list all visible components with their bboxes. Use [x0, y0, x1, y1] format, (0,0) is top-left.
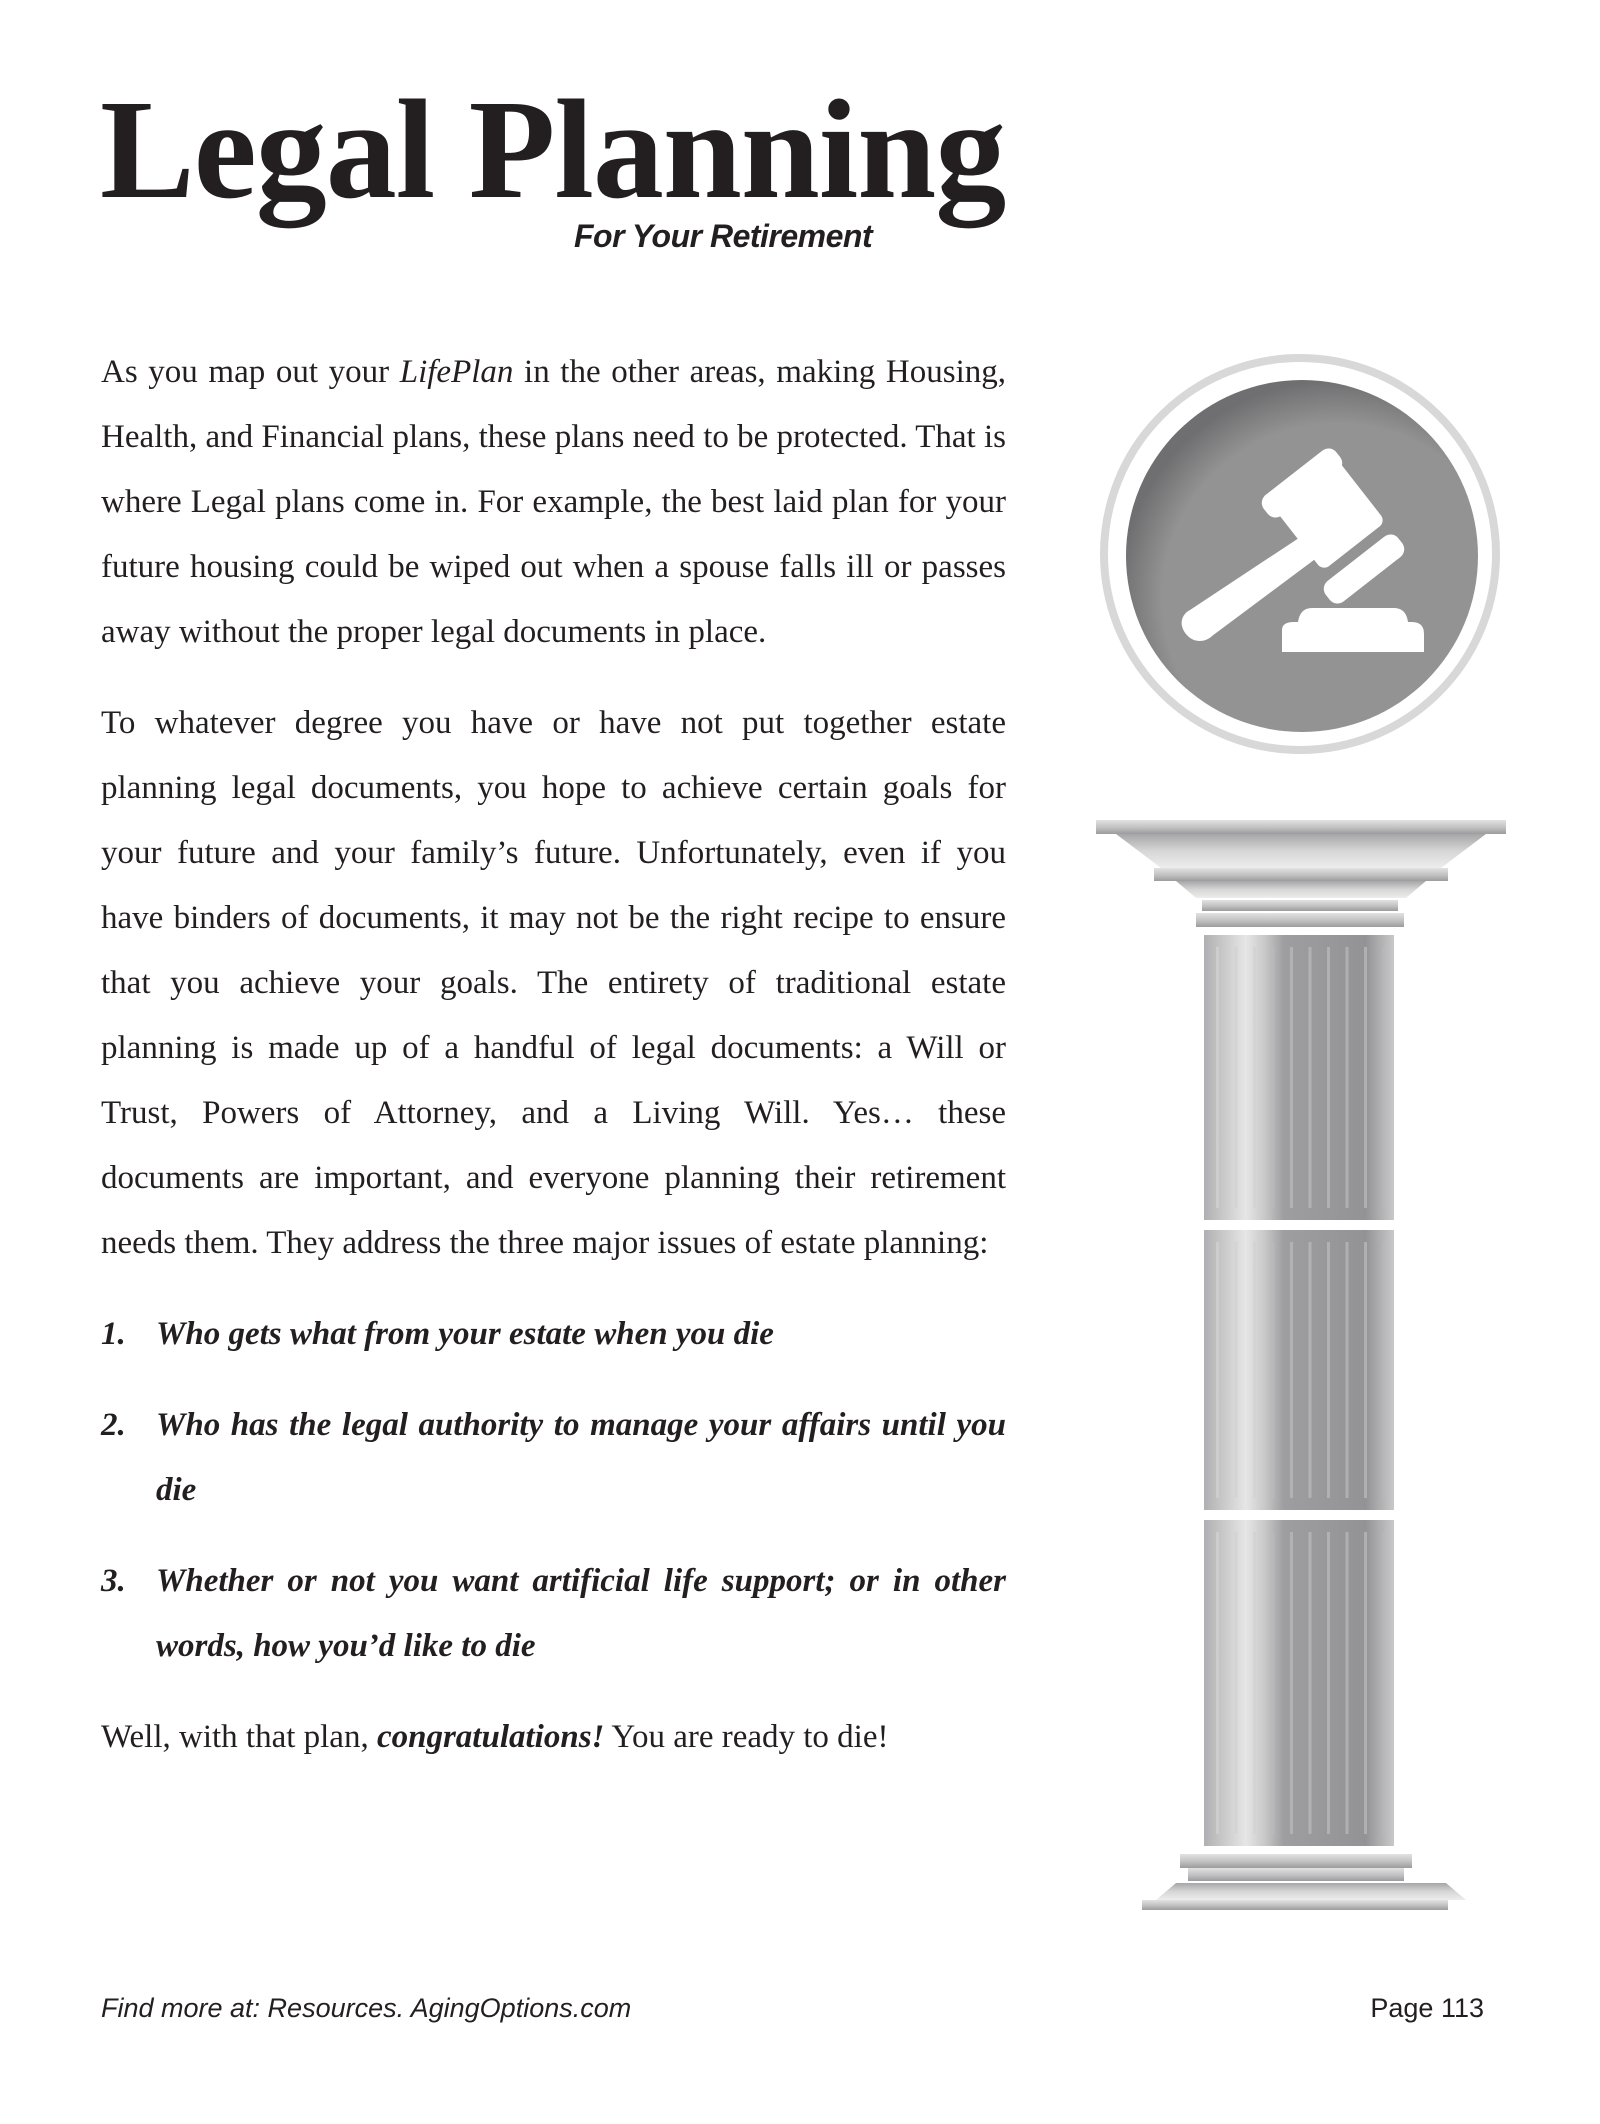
list-item-number: 3. — [101, 1563, 126, 1599]
column-flute — [1272, 1242, 1275, 1498]
column-flute — [1383, 947, 1386, 1208]
column-flute — [1290, 1242, 1293, 1498]
column-base — [1142, 1854, 1466, 1910]
column-flute — [1235, 1242, 1238, 1498]
page-title: Legal Planning — [100, 70, 1006, 228]
column-flute — [1346, 1532, 1349, 1834]
resources-link[interactable]: Find more at: Resources. AgingOptions.com — [101, 1993, 632, 2023]
column-capital — [1096, 820, 1506, 927]
intro-paragraph — [101, 340, 1006, 665]
column-flute — [1216, 947, 1219, 1208]
closing-text-end: You are ready to die! — [604, 1719, 889, 1755]
estate-planning-paragraph: To whatever degree you have or have not put together estate planning legal documents, you hope to achieve certain goals for your future and your family’s future. Unfortunately, even if you have binders of documents, it may not be the right recipe to ensure that you achieve your goals. The entirety of traditional estate planning is made up of a handful of legal documents: a Will or Trust, Powers of Attorney, and a Living Will. Yes… these documents are important, and everyone planning their retirement needs them. They address the three major issues of estate planning: — [101, 705, 1006, 1261]
lifeplan-term: LifePlan — [399, 354, 514, 390]
list-item — [101, 1549, 1006, 1679]
column-flute — [1346, 1242, 1349, 1498]
congratulations-emphasis: congratulations! — [376, 1719, 605, 1755]
list-item-text: Who has the legal authority to manage your affairs until you die — [156, 1407, 1006, 1508]
list-item-number: 1. — [101, 1316, 126, 1352]
column-flute — [1253, 947, 1256, 1208]
intro-text-start: As you map out your — [101, 354, 400, 390]
intro-text-end: in the other areas, making Housing, Health, and Financial plans, these plans need to be protected. That is where Legal plans come in. For example, the best laid plan for your future housing could be wiped out when a spouse falls ill or passes away without the proper legal documents in place. — [101, 354, 1006, 650]
column-flute — [1216, 1532, 1219, 1834]
column-flute — [1383, 1242, 1386, 1498]
page-subtitle: For Your Retirement — [574, 218, 873, 254]
column-shaft — [1204, 935, 1394, 1846]
column-flute — [1272, 1532, 1275, 1834]
column-flute — [1290, 1532, 1293, 1834]
page-number: Page 113 — [1370, 1993, 1484, 2023]
list-item-number: 2. — [101, 1407, 126, 1443]
pillar-icon — [1096, 800, 1506, 1910]
column-flute — [1235, 1532, 1238, 1834]
column-flute — [1253, 1532, 1256, 1834]
closing-text-start: Well, with that plan, — [101, 1719, 377, 1755]
list-item — [101, 1302, 1006, 1367]
closing-paragraph — [101, 1705, 1006, 1770]
body-content — [101, 340, 1006, 1796]
column-flute — [1272, 947, 1275, 1208]
column-flute — [1309, 1532, 1312, 1834]
list-item — [101, 1393, 1006, 1523]
column-flute — [1364, 1242, 1367, 1498]
column-flute — [1346, 947, 1349, 1208]
column-flute — [1364, 1532, 1367, 1834]
estate-issues-list — [101, 1302, 1006, 1679]
list-item-text: Who gets what from your estate when you die — [156, 1316, 774, 1352]
column-flute — [1290, 947, 1293, 1208]
gavel-badge — [1098, 352, 1502, 756]
column-flute — [1309, 1242, 1312, 1498]
column-flute — [1327, 1242, 1330, 1498]
column-flute — [1327, 1532, 1330, 1834]
column-flute — [1235, 947, 1238, 1208]
column-flute — [1253, 1242, 1256, 1498]
column-flute — [1364, 947, 1367, 1208]
column-flute — [1216, 1242, 1219, 1498]
column-flute — [1383, 1532, 1386, 1834]
column-flute — [1327, 947, 1330, 1208]
list-item-text: Whether or not you want artificial life support; or in other words, how you’d like to die — [156, 1563, 1006, 1664]
column-flute — [1309, 947, 1312, 1208]
